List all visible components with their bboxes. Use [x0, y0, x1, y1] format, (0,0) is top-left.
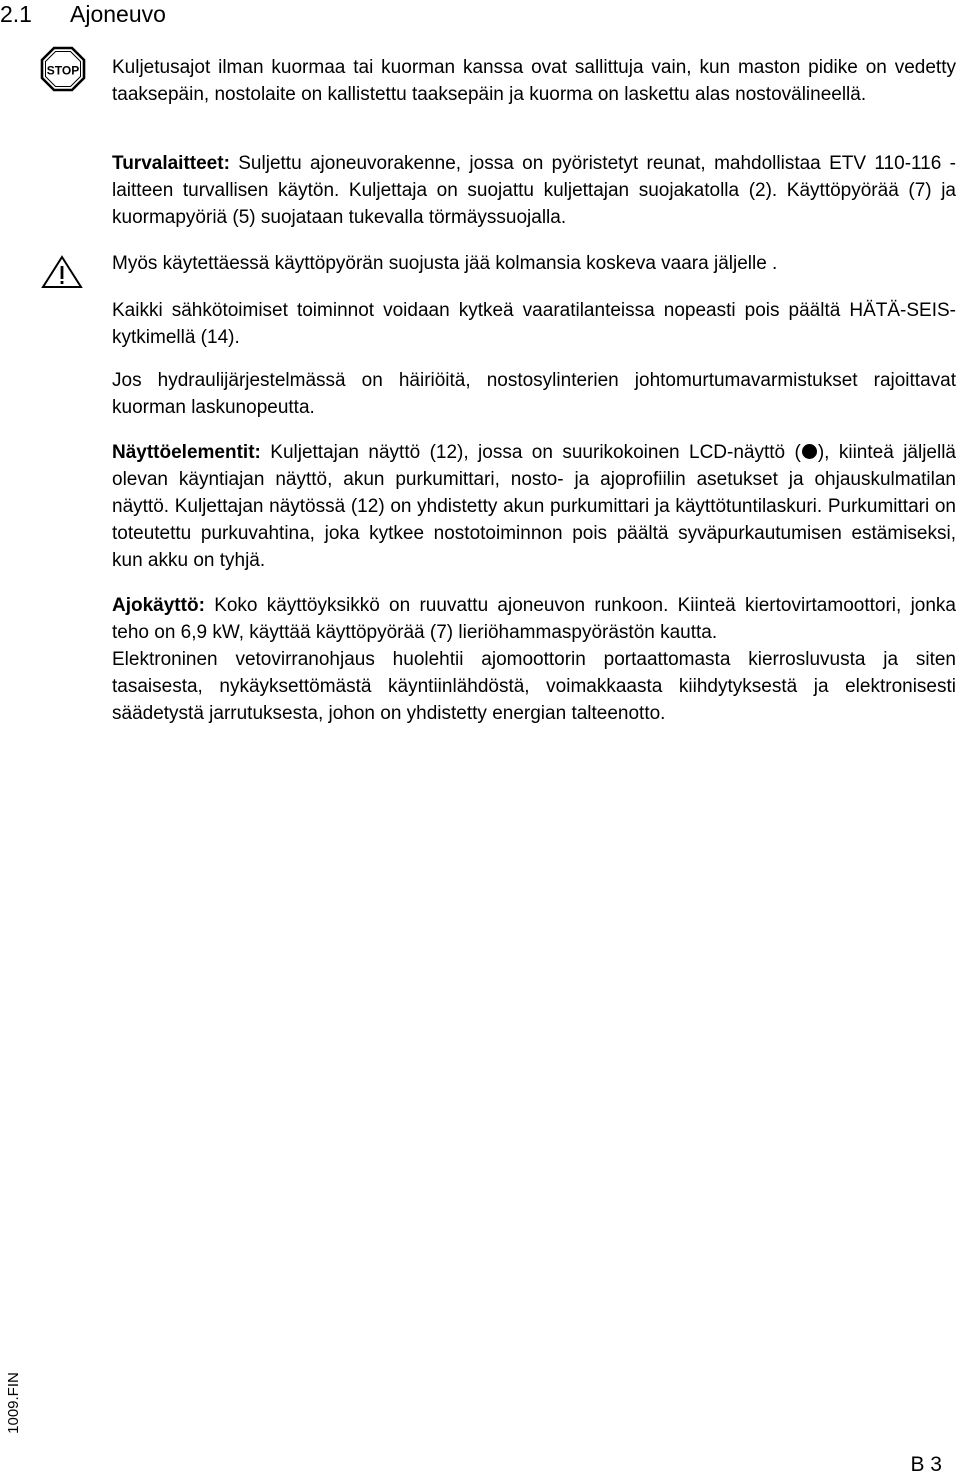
text-safety-devices: Suljettu ajoneuvorakenne, jossa on pyöristetyt reunat, mahdollistaa ETV 110-116 -laitteen turvallisen käytön. Kuljettaja on suojattu kuljettajan suojakatolla (2). Käyttöpyörää (7) ja kuormapyöriä (5) suojataan tukevalla törmäyssuojalla. — [112, 153, 956, 228]
text-block-1 — [112, 54, 956, 108]
stop-sign-text: STOP — [46, 63, 80, 78]
paragraph-transport-rules: Kuljetusajot ilman kuormaa tai kuorman kanssa ovat sallittuja vain, kun maston pidike on vedetty taaksepäin, nostolaite on kallistettu taaksepäin ja kuorma on laskettu alas nostovälineellä. — [112, 57, 956, 105]
text-block-7 — [112, 592, 956, 727]
filled-circle-icon — [802, 444, 817, 459]
document-code: 1009.FIN — [5, 1372, 22, 1434]
text-drive-unit: Koko käyttöyksikkö on ruuvattu ajoneuvon runkoon. Kiinteä kiertovirtamoottori, jonka teho on 6,9 kW, käyttää käyttöpyörää (7) lieriöhammaspyörästön kautta. — [112, 595, 956, 643]
paragraph-drive-unit — [112, 592, 956, 646]
paragraph-emergency-stop: Kaikki sähkötoimiset toiminnot voidaan kytkeä vaaratilanteissa nopeasti pois päältä HÄTÄ-SEIS-kytkimellä (14). — [112, 300, 956, 348]
stop-sign-icon — [40, 46, 86, 92]
text-display-b: ), kiinteä jäljellä olevan käyntiajan näyttö, akun purkumittari, nosto- ja ajoprofiilin asetukset ja ohjauskulmatilan näyttö. Kuljettajan näytössä (12) on yhdistetty akun purkumittari ja käyttötuntilaskuri. Purkumittari on toteutettu purkuvahtina, joka kytkee nostotoiminnon pois päältä syväpurkautumisen estämiseksi, kun akku on tyhjä. — [112, 442, 956, 571]
text-block-2 — [112, 150, 956, 231]
section-number: 2.1 — [0, 1, 32, 27]
label-display-elements: Näyttöelementit: — [112, 442, 261, 463]
page-number: B 3 — [910, 1453, 942, 1476]
paragraph-hydraulics: Jos hydraulijärjestelmässä on häiriöitä, nostosylinterien johtomurtumavarmistukset rajoittavat kuorman laskunopeutta. — [112, 370, 956, 418]
warning-triangle-icon — [41, 255, 83, 289]
label-drive-unit: Ajokäyttö: — [112, 595, 205, 616]
label-safety-devices: Turvalaitteet: — [112, 153, 230, 174]
text-block-5 — [112, 367, 956, 421]
text-block-4 — [112, 297, 956, 351]
paragraph-display-elements — [112, 439, 956, 574]
section-heading — [0, 0, 166, 28]
paragraph-traction-control: Elektroninen vetovirranohjaus huolehtii ajomoottorin portaattomasta kierrosluvusta ja siten tasaisesta, nykäyksettömästä käyntiinlähdöstä, voimakkaasta kiihdytyksestä ja elektronisesti säädetystä jarrutuksesta, johon on yhdistetty energian talteenotto. — [112, 649, 956, 724]
paragraph-residual-risk: Myös käytettäessä käyttöpyörän suojusta jää kolmansia koskeva vaara jäljelle . — [112, 253, 778, 274]
text-display-a: Kuljettajan näyttö (12), jossa on suurikokoinen LCD-näyttö ( — [260, 442, 801, 463]
text-block-6 — [112, 439, 956, 574]
text-block-3 — [112, 250, 956, 277]
paragraph-safety-devices — [112, 150, 956, 231]
section-title: Ajoneuvo — [70, 1, 166, 27]
